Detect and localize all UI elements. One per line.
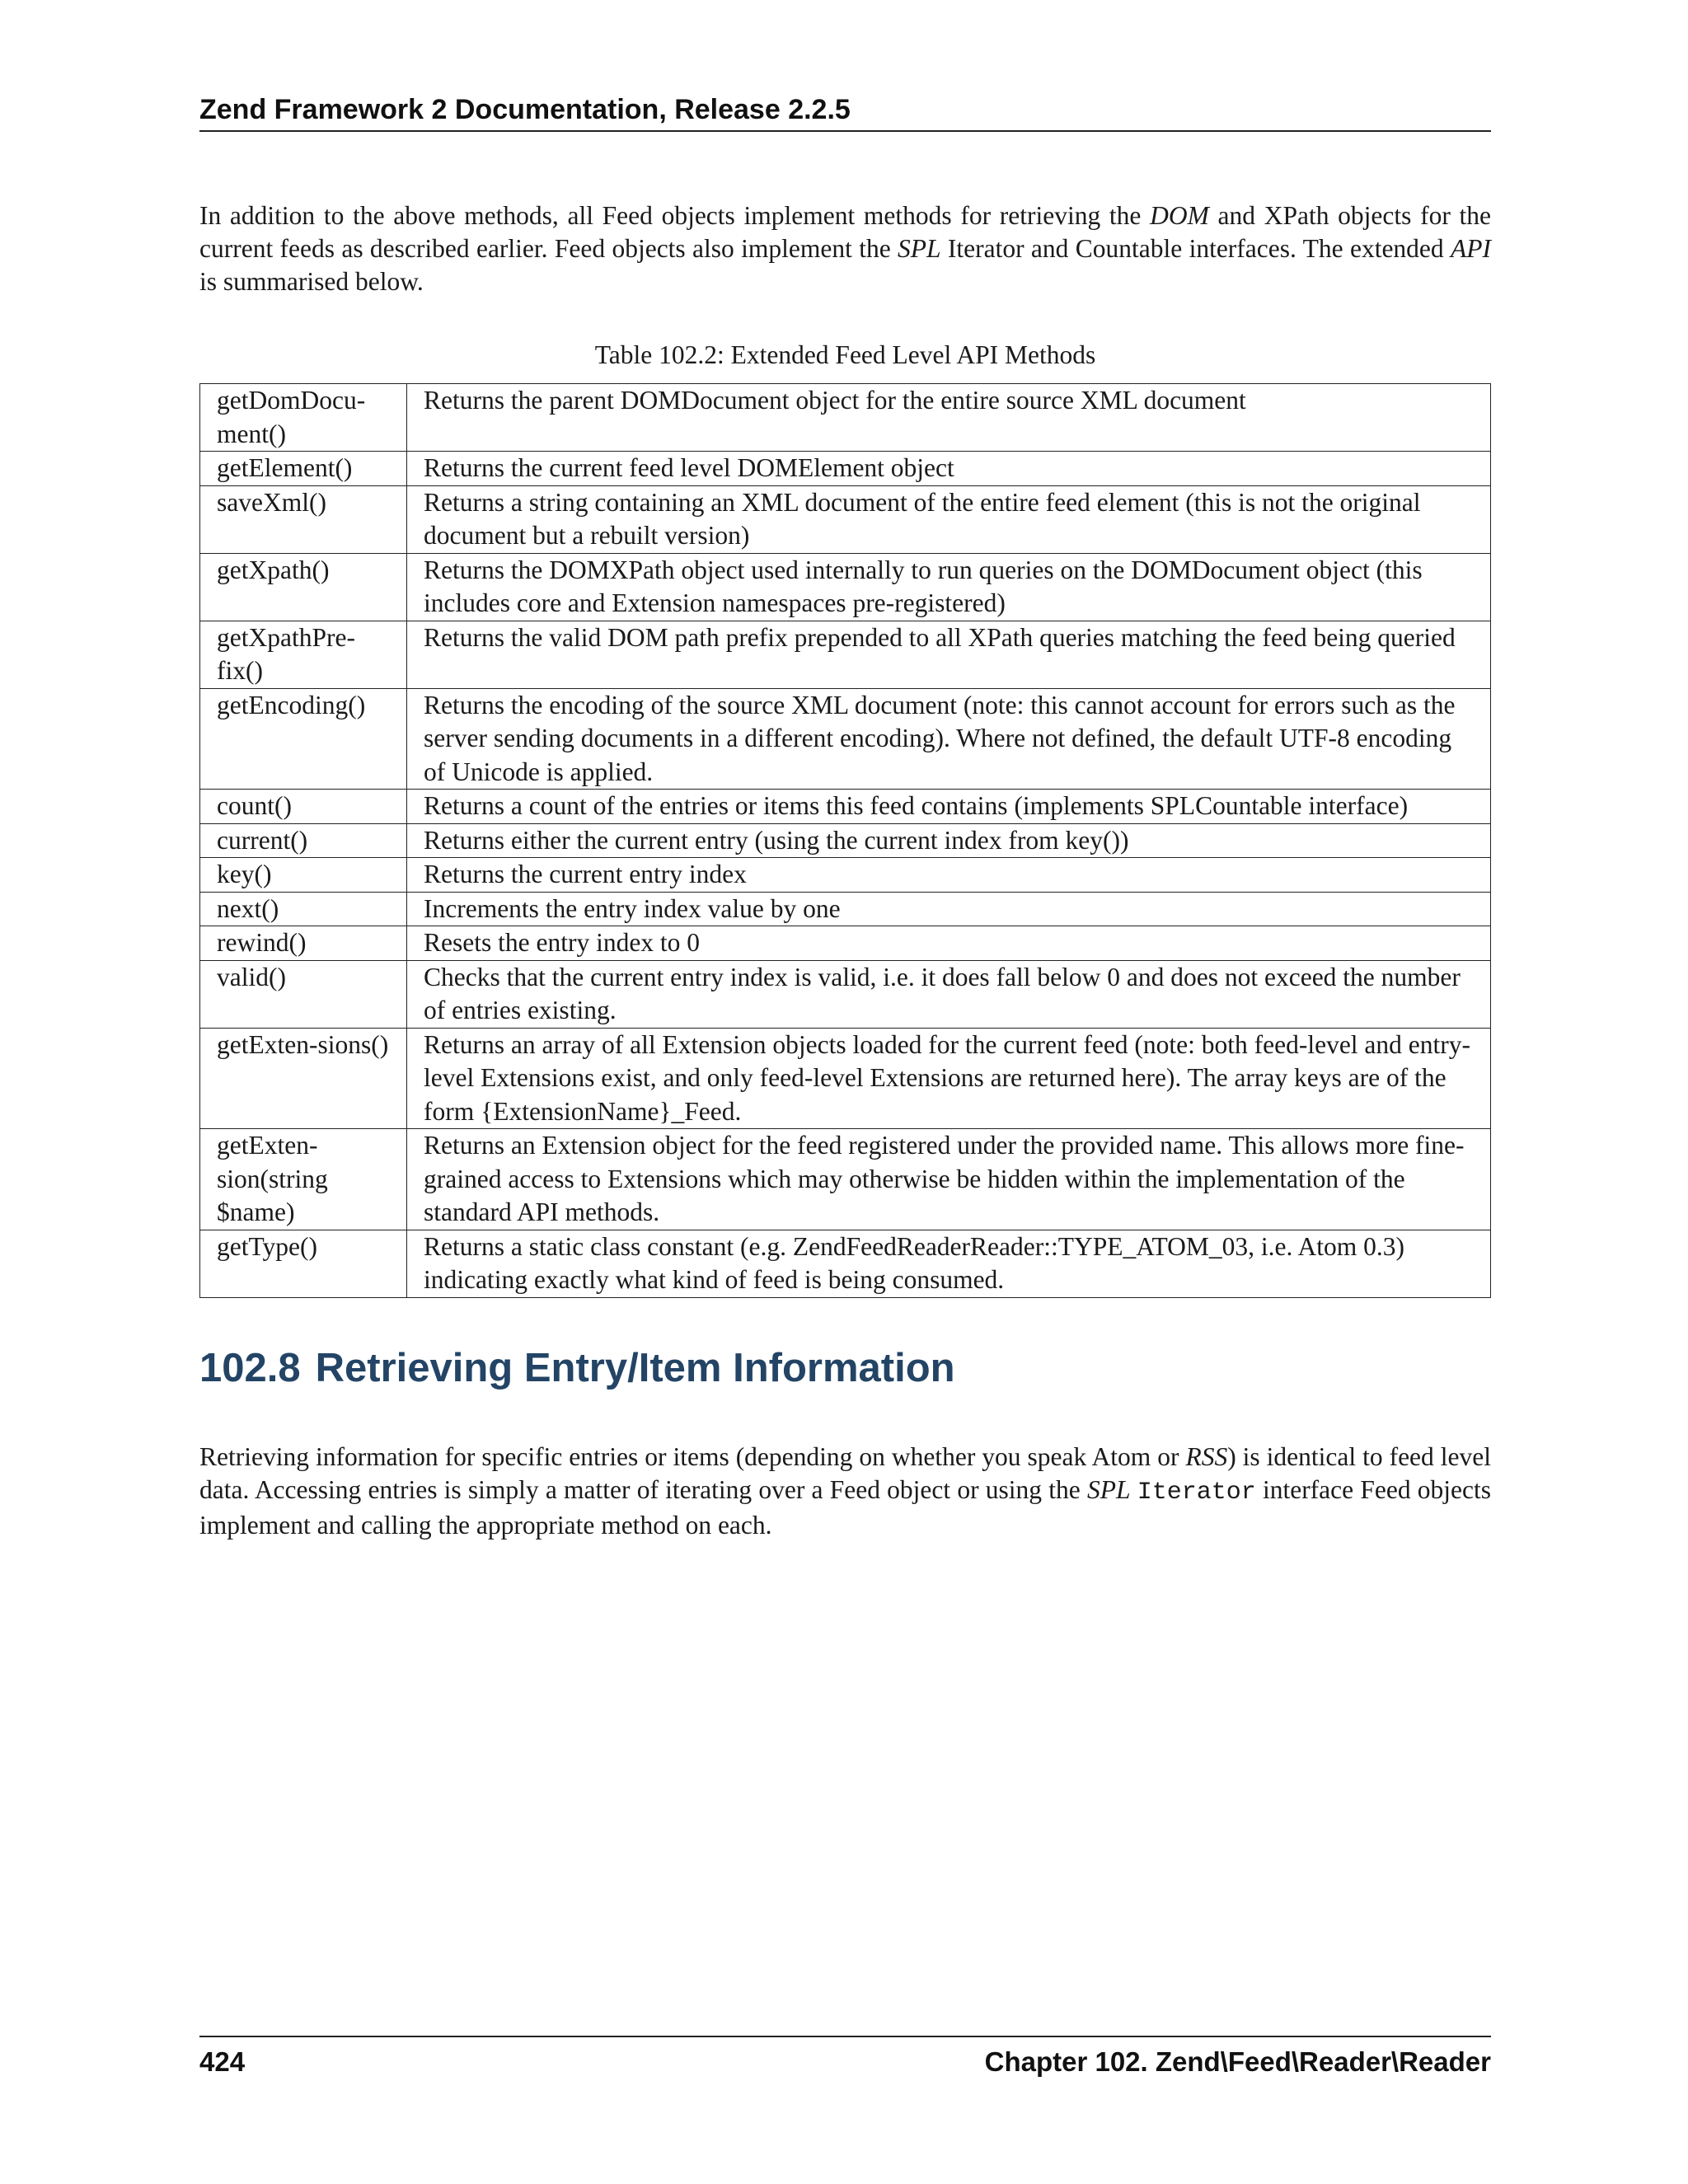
- intro-text-1: In addition to the above methods, all Feed objects implement methods for retrieving the: [199, 201, 1151, 230]
- intro-api-term: API: [1451, 234, 1491, 263]
- table-caption: Table 102.2: Extended Feed Level API Methods: [594, 340, 1096, 369]
- table-row: [200, 1230, 1491, 1297]
- method-name-cell: count(): [200, 790, 407, 824]
- method-description-cell: Returns a count of the entries or items this feed contains (implements SPLCountable interface): [407, 790, 1491, 824]
- method-description-cell: Checks that the current entry index is valid, i.e. it does fall below 0 and does not exceed the number of entries existing.: [407, 960, 1491, 1028]
- method-name-cell: key(): [200, 858, 407, 893]
- body-iterator-code: Iterator: [1137, 1479, 1256, 1507]
- method-name-cell: getEncoding(): [200, 688, 407, 790]
- method-description-cell: Returns the encoding of the source XML document (note: this cannot account for errors such as the server sending documents in a different encoding). Where not defined, the default UTF-8 encoding of Unicode is applied.: [407, 688, 1491, 790]
- method-description-cell: Returns the current entry index: [407, 858, 1491, 893]
- method-name-cell: rewind(): [200, 926, 407, 961]
- intro-text-2: and XPath objects for the current feeds as described earlier. Feed objects also implement the: [199, 201, 1492, 263]
- method-name-cell: getType(): [200, 1230, 407, 1297]
- method-description-cell: Returns an array of all Extension objects loaded for the current feed (note: both feed-level and entry-level Extensions exist, and only feed-level Extensions are returned here). The array keys are of the form {ExtensionName}_Feed.: [407, 1028, 1491, 1129]
- method-name-cell: getXpathPre-fix(): [200, 621, 407, 688]
- table-row: [200, 485, 1491, 553]
- table-row: [200, 892, 1491, 926]
- table-row: [200, 1129, 1491, 1230]
- page-number: 424: [199, 2046, 246, 2077]
- section-title: Retrieving Entry/Item Information: [315, 1346, 955, 1390]
- body-text-3: interface Feed objects implement and calling the appropriate method on each.: [199, 1475, 1492, 1540]
- method-name-cell: getDomDocu-ment(): [200, 384, 407, 452]
- footer-rule: [199, 2036, 1491, 2037]
- intro-text-4: is summarised below.: [199, 267, 424, 296]
- table-row: [200, 384, 1491, 452]
- method-description-cell: Returns the valid DOM path prefix prepended to all XPath queries matching the feed being queried: [407, 621, 1491, 688]
- body-spl-term: SPL: [1086, 1475, 1131, 1504]
- method-name-cell: saveXml(): [200, 485, 407, 553]
- method-name-cell: getExten-sions(): [200, 1028, 407, 1129]
- method-description-cell: Returns the DOMXPath object used internally to run queries on the DOMDocument object (this includes core and Extension namespaces pre-registered): [407, 553, 1491, 621]
- running-header: Zend Framework 2 Documentation, Release 2.2.5: [199, 91, 1491, 132]
- method-name-cell: getExten-sion(string $name): [200, 1129, 407, 1230]
- method-name-cell: current(): [200, 823, 407, 858]
- body-text-2: ) is identical to feed level data. Accessing entries is simply a matter of iterating over a Feed object or using the: [199, 1442, 1491, 1504]
- table-row: [200, 960, 1491, 1028]
- section-body-paragraph: [199, 1441, 1491, 1542]
- intro-dom-term: DOM: [1150, 201, 1209, 230]
- method-name-cell: valid(): [200, 960, 407, 1028]
- method-description-cell: Returns a static class constant (e.g. ZendFeedReaderReader::TYPE_ATOM_03, i.e. Atom 0.3) indicating exactly what kind of feed is being consumed.: [407, 1230, 1491, 1297]
- method-description-cell: Returns the current feed level DOMElement object: [407, 452, 1491, 486]
- api-methods-table: [199, 383, 1491, 1298]
- table-row: [200, 1028, 1491, 1129]
- table-row: [200, 621, 1491, 688]
- body-text-1: Retrieving information for specific entries or items (depending on whether you speak Atom or: [199, 1442, 1186, 1471]
- intro-paragraph: [199, 199, 1491, 298]
- method-description-cell: Returns a string containing an XML document of the entire feed element (this is not the original document but a rebuilt version): [407, 485, 1491, 553]
- section-heading: [199, 1342, 1491, 1394]
- table-row: [200, 688, 1491, 790]
- intro-spl-term: SPL: [898, 234, 941, 263]
- section-number: 102.8: [199, 1346, 301, 1390]
- method-description-cell: Returns an Extension object for the feed registered under the provided name. This allows more fine-grained access to Extensions which may otherwise be hidden within the implementation of the standard API methods.: [407, 1129, 1491, 1230]
- table-row: [200, 926, 1491, 961]
- method-name-cell: getXpath(): [200, 553, 407, 621]
- table-row: [200, 858, 1491, 893]
- method-description-cell: Resets the entry index to 0: [407, 926, 1491, 961]
- method-description-cell: Increments the entry index value by one: [407, 892, 1491, 926]
- api-methods-table-body: [200, 384, 1491, 1298]
- table-row: [200, 790, 1491, 824]
- method-name-cell: next(): [200, 892, 407, 926]
- table-row: [200, 452, 1491, 486]
- method-name-cell: getElement(): [200, 452, 407, 486]
- chapter-title: Chapter 102. Zend\Feed\Reader\Reader: [984, 2046, 1491, 2077]
- table-row: [200, 553, 1491, 621]
- method-description-cell: Returns either the current entry (using the current index from key()): [407, 823, 1491, 858]
- method-description-cell: Returns the parent DOMDocument object for the entire source XML document: [407, 384, 1491, 452]
- table-row: [200, 823, 1491, 858]
- intro-text-3: Iterator and Countable interfaces. The extended: [940, 234, 1451, 263]
- body-rss-term: RSS: [1185, 1442, 1228, 1471]
